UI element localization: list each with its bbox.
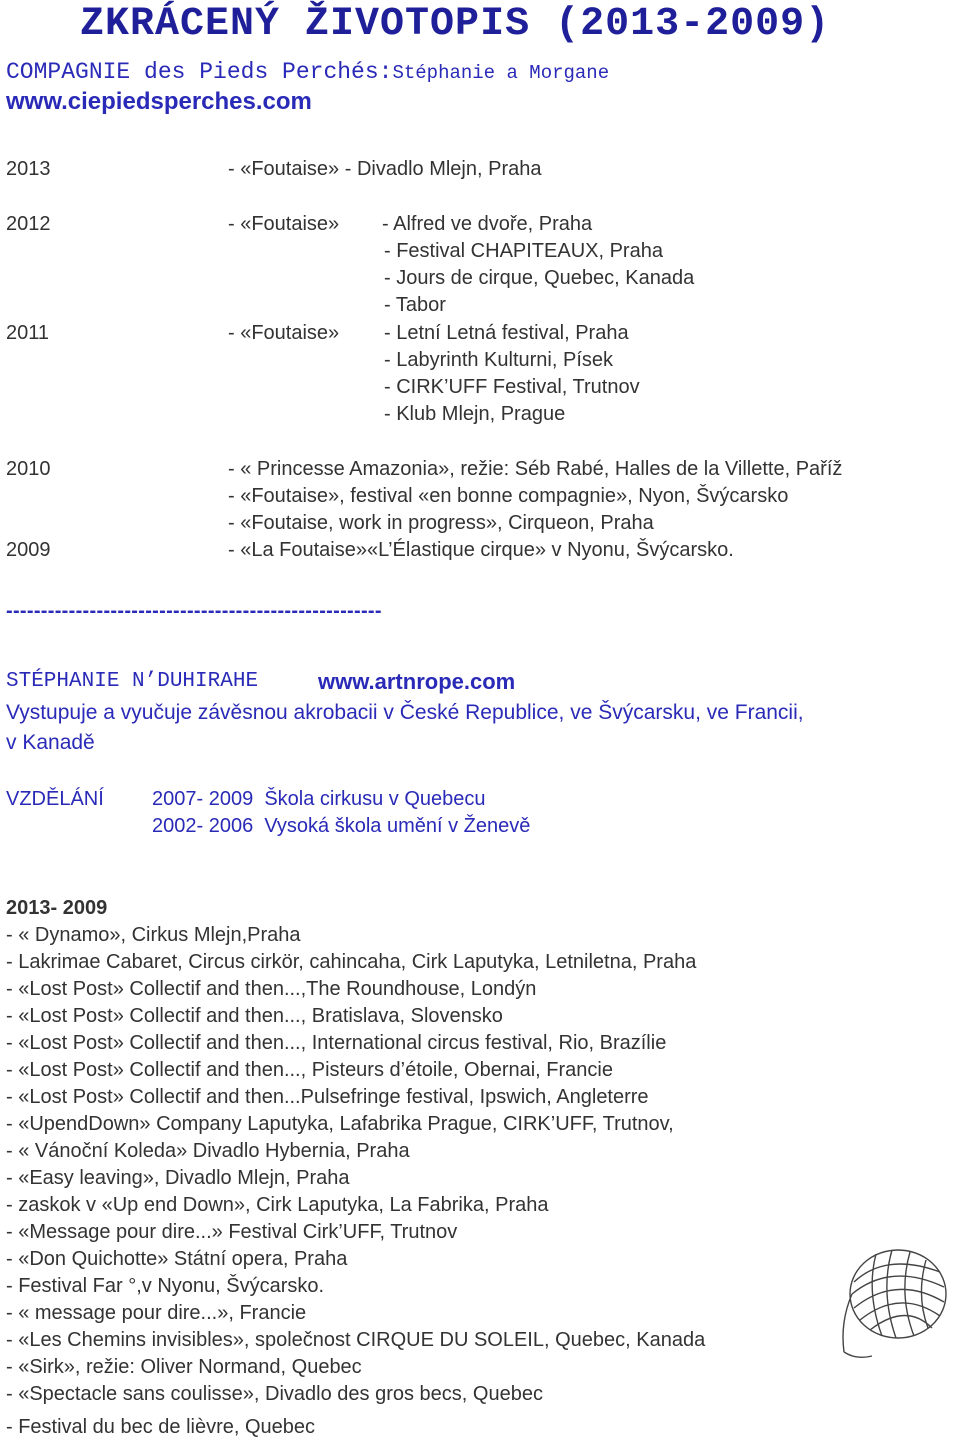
show-2011: - «Foutaise» [228, 322, 340, 344]
career-item: - «Don Quichotte» Státní opera, Praha [6, 1248, 348, 1270]
education-label: VZDĚLÁNÍ [6, 788, 104, 810]
career-item: - «Message pour dire...» Festival Cirk’UFF, Trutnov [6, 1221, 458, 1243]
performer-bio-line-1: Vystupuje a vyučuje závěsnou akrobacii v České Republice, ve Švýcarsku, ve Francii, [6, 701, 804, 724]
company-website-link[interactable]: www.ciepiedsperches.com [6, 88, 312, 115]
year-2012: 2012 [6, 213, 51, 235]
year-2010: 2010 [6, 458, 51, 480]
performer-name: STÉPHANIE N’DUHIRAHE [6, 670, 259, 693]
education-item-1: 2007- 2009 Škola cirkusu v Quebecu [152, 788, 486, 810]
career-period: 2013- 2009 [6, 897, 108, 919]
venue-2011-2: - Labyrinth Kulturni, Písek [384, 349, 613, 371]
performer-website-link[interactable]: www.artnrope.com [318, 669, 516, 694]
section-divider: ------------------------------------------------------ [6, 600, 382, 622]
career-item: - «Lost Post» Collectif and then...,The Roundhouse, Londýn [6, 978, 537, 1000]
career-item: - « message pour dire...», Francie [6, 1302, 307, 1324]
venue-2011-4: - Klub Mlejn, Prague [384, 403, 566, 425]
show-2012: - «Foutaise» [228, 213, 340, 235]
career-item: - « Dynamo», Cirkus Mlejn,Praha [6, 924, 301, 946]
performer-bio-line-2: v Kanadě [6, 731, 95, 754]
career-item: - «Easy leaving», Divadlo Mlejn, Praha [6, 1167, 350, 1189]
show-2010-3: - «Foutaise, work in progress», Cirqueon, Praha [228, 512, 654, 534]
career-item: - «Lost Post» Collectif and then..., International circus festival, Rio, Brazílie [6, 1032, 667, 1054]
year-2011: 2011 [6, 322, 50, 344]
career-item: - «Sirk», režie: Oliver Normand, Quebec [6, 1356, 362, 1378]
show-2010-2: - «Foutaise», festival «en bonne compagnie», Nyon, Švýcarsko [228, 485, 789, 507]
career-item: - Festival du bec de lièvre, Quebec [6, 1416, 316, 1438]
show-2013: - «Foutaise» - Divadlo Mlejn, Praha [228, 158, 542, 180]
venue-2012-2: - Festival CHAPITEAUX, Praha [384, 240, 663, 262]
venue-2012-4: - Tabor [384, 294, 446, 316]
venue-2012-1: - Alfred ve dvoře, Praha [382, 213, 593, 235]
show-2010-1: - « Princesse Amazonia», režie: Séb Rabé, Halles de la Villette, Paříž [228, 458, 843, 480]
career-item: - «Lost Post» Collectif and then..., Pisteurs d’étoile, Obernai, Francie [6, 1059, 613, 1081]
career-item: - «Les Chemins invisibles», společnost CIRQUE DU SOLEIL, Quebec, Kanada [6, 1329, 706, 1351]
company-line [6, 59, 609, 85]
career-item: - «Lost Post» Collectif and then...Pulsefringe festival, Ipswich, Angleterre [6, 1086, 649, 1108]
career-item: - «Lost Post» Collectif and then..., Bratislava, Slovensko [6, 1005, 503, 1027]
education-item-2: 2002- 2006 Vysoká škola umění v Ženevě [152, 815, 531, 837]
year-2009: 2009 [6, 539, 51, 561]
career-item: - Festival Far °,v Nyonu, Švýcarsko. [6, 1275, 325, 1297]
venue-2012-3: - Jours de cirque, Quebec, Kanada [384, 267, 695, 289]
venue-2011-1: - Letní Letná festival, Praha [384, 322, 629, 344]
venue-2011-3: - CIRK’UFF Festival, Trutnov [384, 376, 640, 398]
career-item: - «UpendDown» Company Laputyka, Lafabrika Prague, CIRK’UFF, Trutnov, [6, 1113, 674, 1135]
year-2013: 2013 [6, 158, 51, 180]
career-item: - Lakrimae Cabaret, Circus cirkör, cahincaha, Cirk Laputyka, Letniletna, Praha [6, 951, 697, 973]
career-item: - zaskok v «Up end Down», Cirk Laputyka, La Fabrika, Praha [6, 1194, 549, 1216]
show-2009: - «La Foutaise»«L’Élastique cirque» v Nyonu, Švýcarsko. [228, 539, 734, 561]
page-title: ZKRÁCENÝ ŽIVOTOPIS (2013-2009) [80, 2, 831, 47]
yarn-ball-icon [836, 1232, 954, 1372]
company-name: COMPAGNIE des Pieds Perchés: [6, 59, 393, 85]
career-item: - « Vánoční Koleda» Divadlo Hybernia, Praha [6, 1140, 410, 1162]
career-item: - «Spectacle sans coulisse», Divadlo des gros becs, Quebec [6, 1383, 543, 1405]
company-members: Stéphanie a Morgane [392, 62, 610, 84]
